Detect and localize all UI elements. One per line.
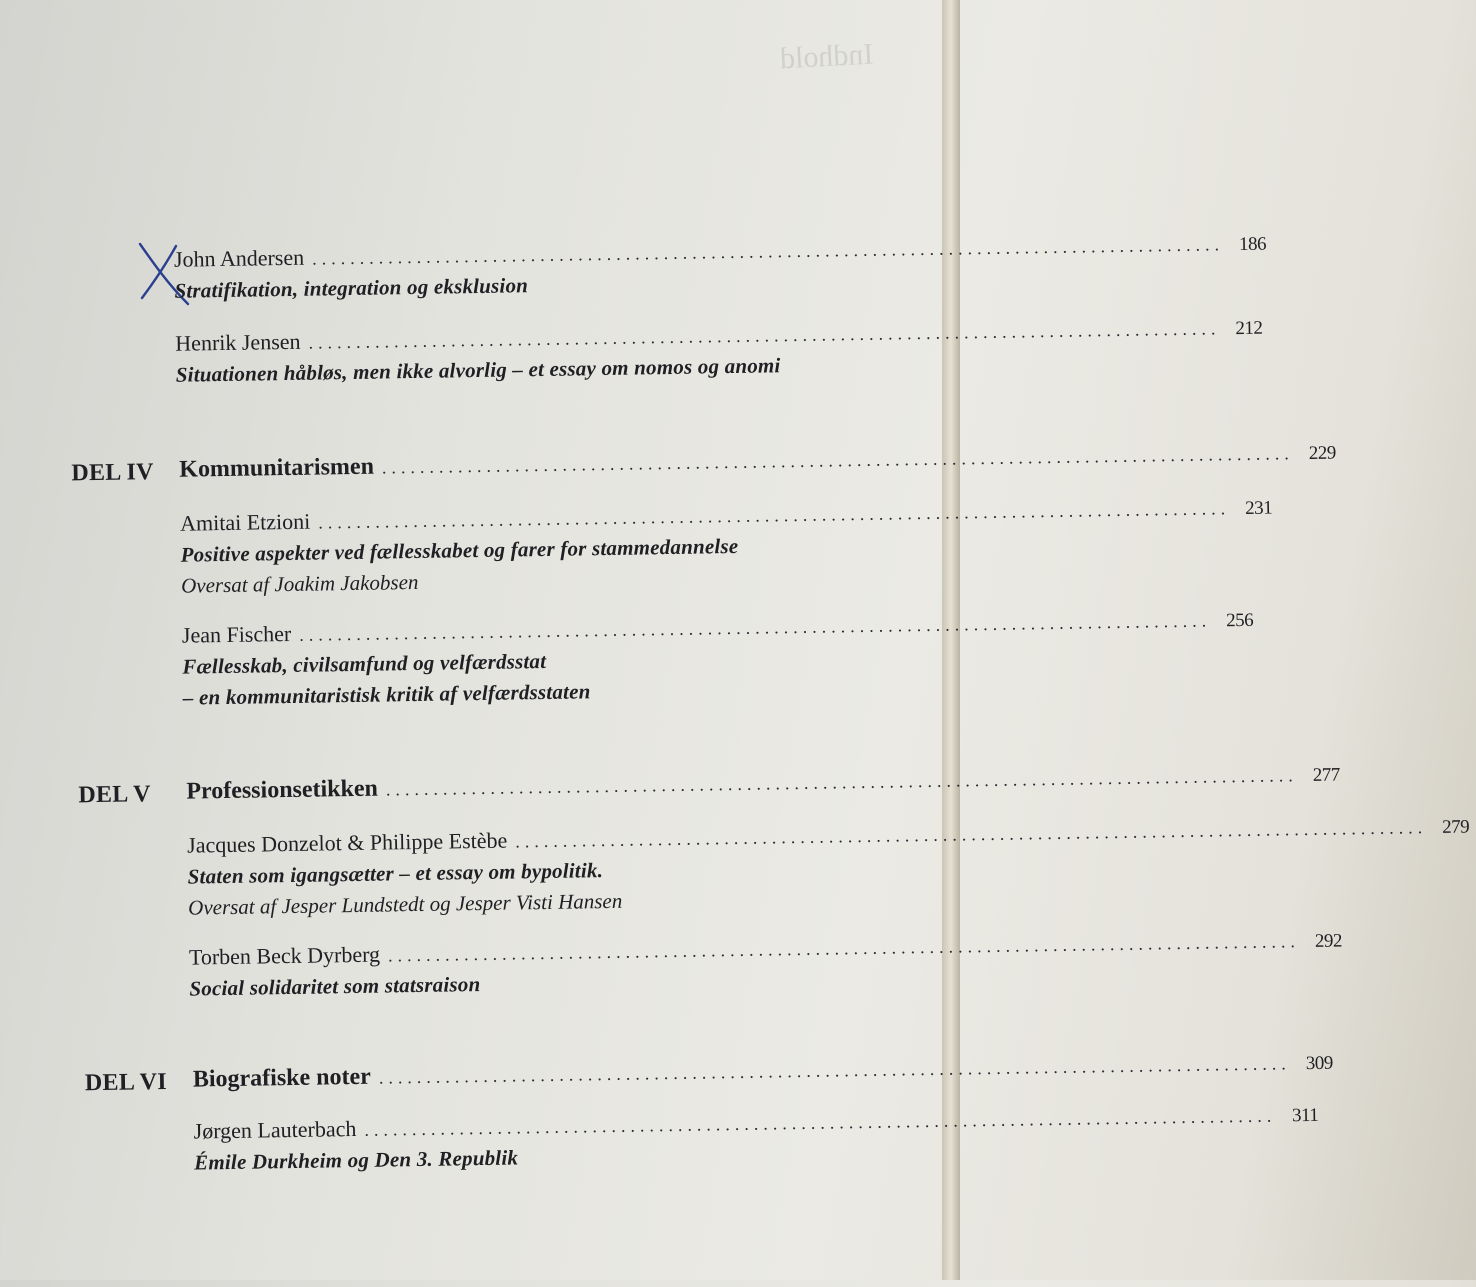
dot-leader: ................................................................................................ [299,610,1212,645]
part-label: DEL VI [84,1068,168,1097]
part-title: Biografiske noter [192,1063,372,1093]
toc-entry [175,317,1263,387]
page-number: 311 [1291,1104,1319,1127]
page-number: 212 [1235,317,1263,340]
toc-entry [186,816,1470,921]
entry-title: Situationen håbløs, men ikke alvorlig – et essay om nomos og anomi [175,353,781,387]
entry-title: Fællesskab, civilsamfund og velfærdsstat [182,648,547,679]
part-title: Professionsetikken [186,775,379,805]
part-heading [179,442,1337,484]
dot-leader: ................................................................................................ [387,931,1301,966]
page-number: 292 [1314,930,1343,952]
page-number: 256 [1225,609,1254,632]
entry-title: Staten som igangsætter – et essay om bypolitik. [187,858,604,889]
part-label: DEL V [78,781,152,809]
dot-leader: ................................................................................................ [311,234,1225,269]
page-number: 309 [1305,1052,1333,1075]
entry-title: Positive aspekter ved fællesskabet og farer for stammedannelse [180,533,739,567]
toc-entry [188,930,1343,1002]
entry-author: Amitai Etzioni [179,508,311,536]
entry-title: Stratifikation, integration og eksklusion [174,273,529,303]
dot-leader: ................................................................................................ [385,765,1298,800]
entry-author: Jørgen Lauterbach [193,1116,357,1144]
dot-leader: ................................................................................................ [378,1053,1291,1088]
part-heading [186,764,1340,806]
entry-author: Torben Beck Dyrberg [188,941,381,970]
page-number: 229 [1308,442,1337,464]
entry-author: Jean Fischer [181,620,292,648]
dot-leader: ................................................................................................ [381,443,1294,478]
toc-entry [193,1104,1319,1176]
dot-leader: ................................................................................................ [515,817,1428,852]
dot-leader: ................................................................................................ [318,498,1231,533]
entry-translator: Oversat af Jesper Lundstedt og Jesper Visti Hansen [187,888,623,920]
toc-entry [181,609,1254,711]
entry-title: Social solidaritet som statsraison [189,972,481,1001]
entry-author: Jacques Donzelot & Philippe Estèbe [186,827,508,858]
entry-translator: Oversat af Joakim Jakobsen [180,569,419,598]
part-heading [192,1052,1333,1094]
toc-entry [179,497,1273,599]
dot-leader: ................................................................................................ [364,1105,1277,1140]
toc-entry [173,233,1267,303]
page-number: 186 [1238,233,1267,256]
entry-title-continued: – en kommunitaristisk kritik af velfærdsstaten [182,679,591,710]
entry-title: Émile Durkheim og Den 3. Republik [193,1145,519,1175]
page-number: 279 [1442,816,1470,838]
page-number: 231 [1245,497,1273,519]
bleed-through-heading: Indhold [779,37,875,76]
entry-author: John Andersen [173,244,305,272]
dot-leader: ................................................................................................ [308,318,1221,353]
entry-author: Henrik Jensen [175,328,301,356]
part-title: Kommunitarismen [179,453,375,483]
page-number: 277 [1312,764,1340,786]
part-label: DEL IV [71,459,155,487]
